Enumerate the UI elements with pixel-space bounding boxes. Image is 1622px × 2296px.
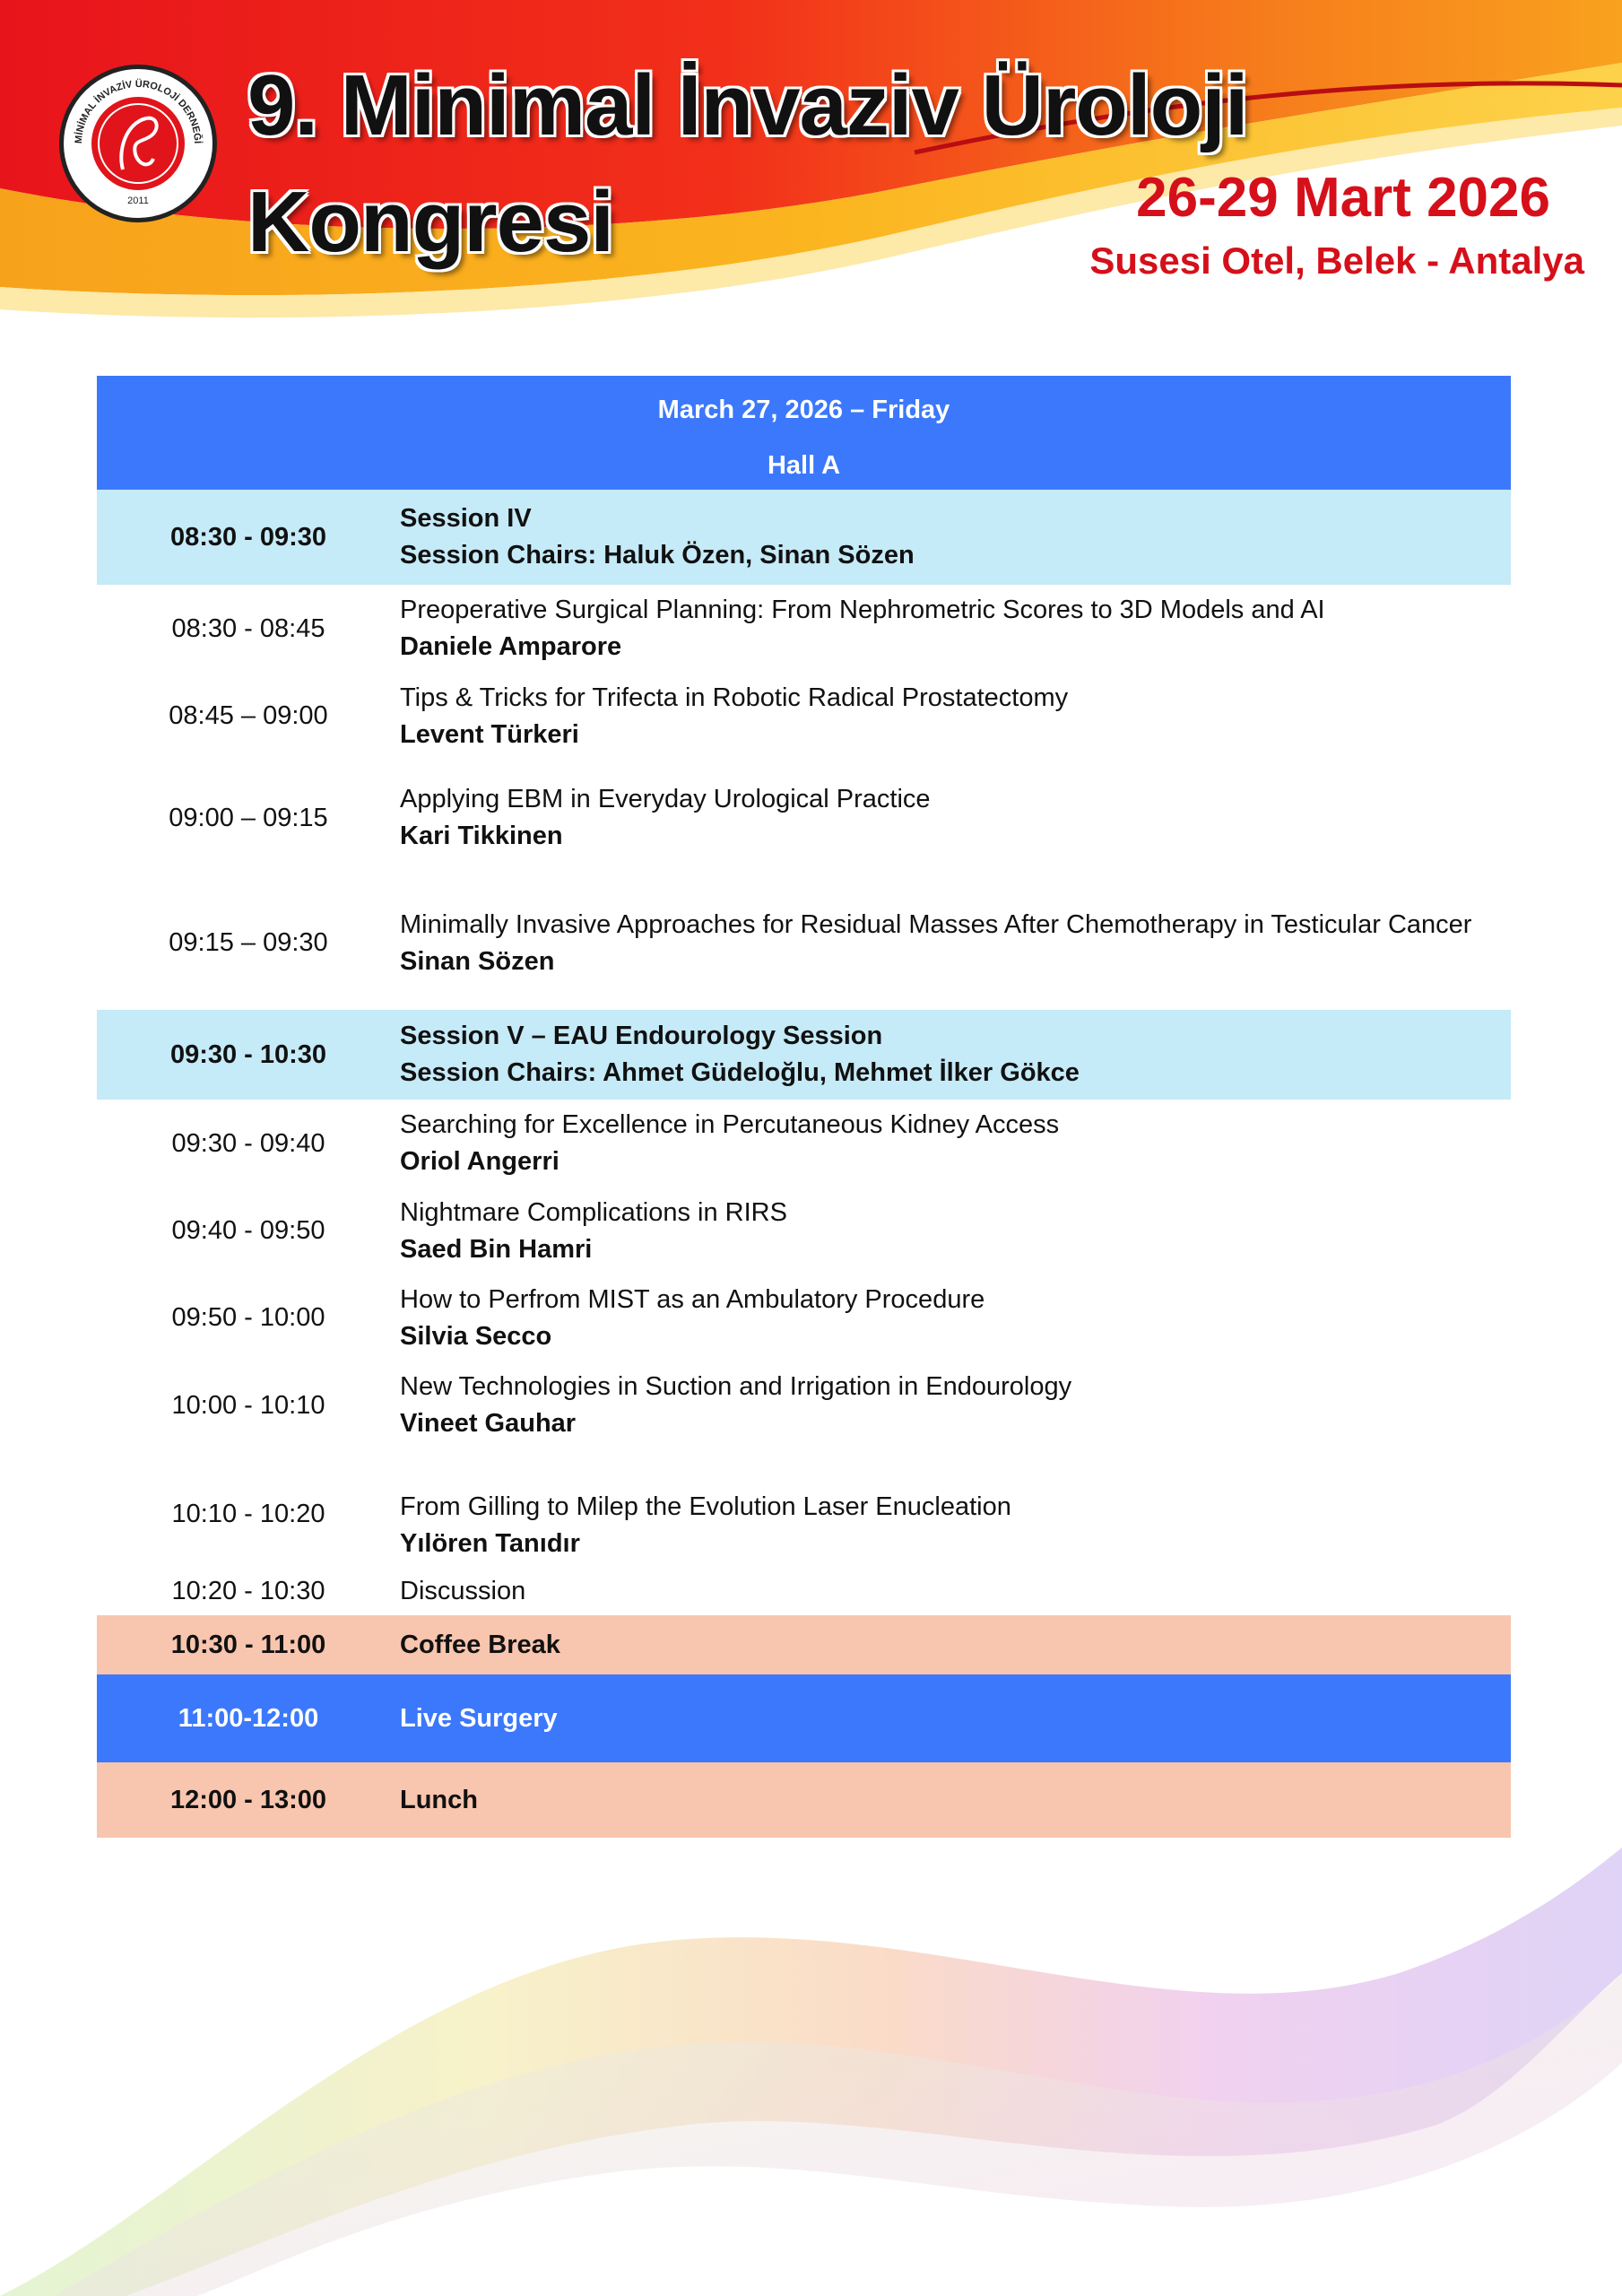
session-chairs: Session Chairs: Haluk Özen, Sinan Sözen	[400, 541, 915, 570]
talk-row	[97, 876, 1511, 1010]
session-row	[97, 490, 1511, 585]
talk-time: 08:45 – 09:00	[169, 701, 328, 730]
talk-title: Nightmare Complications in RIRS	[400, 1197, 787, 1227]
coffee-break-row	[97, 1615, 1511, 1674]
talk-row	[97, 760, 1511, 876]
logo-year: 2011	[127, 196, 149, 206]
decorative-ribbon	[0, 1830, 1622, 2296]
talk-title: From Gilling to Milep the Evolution Laser Enucleation	[400, 1492, 1011, 1521]
talk-speaker: Oriol Angerri	[400, 1147, 559, 1176]
schedule-table	[97, 376, 1511, 1838]
live-surgery-time: 11:00-12:00	[178, 1703, 319, 1733]
talk-row	[97, 585, 1511, 673]
discussion-row	[97, 1568, 1511, 1615]
session-title: Session IV	[400, 504, 532, 533]
talk-time: 10:00 - 10:10	[171, 1390, 325, 1420]
congress-venue: Susesi Otel, Belek - Antalya	[1089, 239, 1584, 282]
talk-time: 10:10 - 10:20	[171, 1499, 325, 1528]
schedule-date: March 27, 2026 – Friday	[657, 396, 950, 424]
schedule-hall: Hall A	[767, 451, 841, 480]
talk-info	[400, 781, 1511, 855]
talk-info	[400, 1489, 1511, 1562]
talk-time: 09:40 - 09:50	[171, 1216, 325, 1245]
congress-title-line2: Kongresi	[247, 174, 614, 270]
talk-info	[400, 1282, 1511, 1355]
talk-row	[97, 1449, 1511, 1568]
talk-row	[97, 1187, 1511, 1274]
lunch-row	[97, 1762, 1511, 1838]
talk-row	[97, 1361, 1511, 1449]
talk-row	[97, 1100, 1511, 1187]
talk-speaker: Yılören Tanıdır	[400, 1529, 580, 1558]
talk-row	[97, 673, 1511, 760]
session-title: Session V – EAU Endourology Session	[400, 1022, 883, 1050]
congress-dates: 26-29 Mart 2026	[1136, 167, 1550, 229]
talk-title: Minimally Invasive Approaches for Residual Masses After Chemotherapy in Testicular Cancer	[400, 909, 1472, 939]
session-info	[400, 500, 1511, 574]
talk-time: 08:30 - 08:45	[171, 613, 325, 643]
talk-info	[400, 1195, 1511, 1268]
talk-speaker: Silvia Secco	[400, 1321, 552, 1351]
talk-time: 09:30 - 09:40	[171, 1128, 325, 1158]
session-info	[400, 1018, 1511, 1091]
talk-speaker: Saed Bin Hamri	[400, 1234, 593, 1264]
discussion-label: Discussion	[400, 1577, 526, 1605]
logo-emblem	[64, 69, 213, 218]
talk-time: 09:15 – 09:30	[169, 928, 328, 957]
talk-info	[400, 592, 1511, 665]
talk-time: 09:00 – 09:15	[169, 803, 328, 832]
talk-row	[97, 1274, 1511, 1361]
talk-info	[400, 680, 1511, 753]
talk-time: 09:50 - 10:00	[171, 1303, 325, 1332]
schedule-header	[97, 376, 1511, 490]
coffee-break-label: Coffee Break	[400, 1630, 560, 1659]
coffee-break-time: 10:30 - 11:00	[170, 1630, 326, 1659]
talk-title: Applying EBM in Everyday Urological Practice	[400, 785, 931, 813]
talk-info	[400, 907, 1511, 980]
talk-info	[400, 1369, 1511, 1442]
live-surgery-label: Live Surgery	[400, 1703, 558, 1733]
session-time: 08:30 - 09:30	[169, 522, 327, 552]
talk-title: Preoperative Surgical Planning: From Nephrometric Scores to 3D Models and AI	[400, 596, 1325, 624]
logo-arc-text: MİNİMAL İNVAZİV ÜROLOJİ DERNEĞİ	[73, 78, 204, 144]
live-surgery-row	[97, 1674, 1511, 1762]
talk-info	[400, 1107, 1511, 1180]
congress-title-line1: 9. Minimal İnvaziv Üroloji	[247, 57, 1248, 153]
session-time: 09:30 - 10:30	[169, 1039, 327, 1069]
talk-title: New Technologies in Suction and Irrigation in Endourology	[400, 1372, 1072, 1401]
talk-title: How to Perfrom MIST as an Ambulatory Procedure	[400, 1284, 985, 1314]
session-chairs: Session Chairs: Ahmet Güdeloğlu, Mehmet İlker Gökce	[400, 1058, 1080, 1087]
talk-speaker: Levent Türkeri	[400, 719, 579, 749]
talk-speaker: Sinan Sözen	[400, 946, 555, 976]
lunch-time: 12:00 - 13:00	[169, 1785, 327, 1814]
session-row	[97, 1010, 1511, 1100]
talk-speaker: Daniele Amparore	[400, 632, 622, 661]
talk-title: Tips & Tricks for Trifecta in Robotic Radical Prostatectomy	[400, 683, 1069, 712]
association-logo	[59, 65, 217, 222]
talk-title: Searching for Excellence in Percutaneous Kidney Access	[400, 1110, 1060, 1139]
discussion-time: 10:20 - 10:30	[171, 1577, 325, 1605]
talk-speaker: Vineet Gauhar	[400, 1409, 577, 1438]
lunch-label: Lunch	[400, 1785, 478, 1814]
talk-speaker: Kari Tikkinen	[400, 822, 563, 850]
